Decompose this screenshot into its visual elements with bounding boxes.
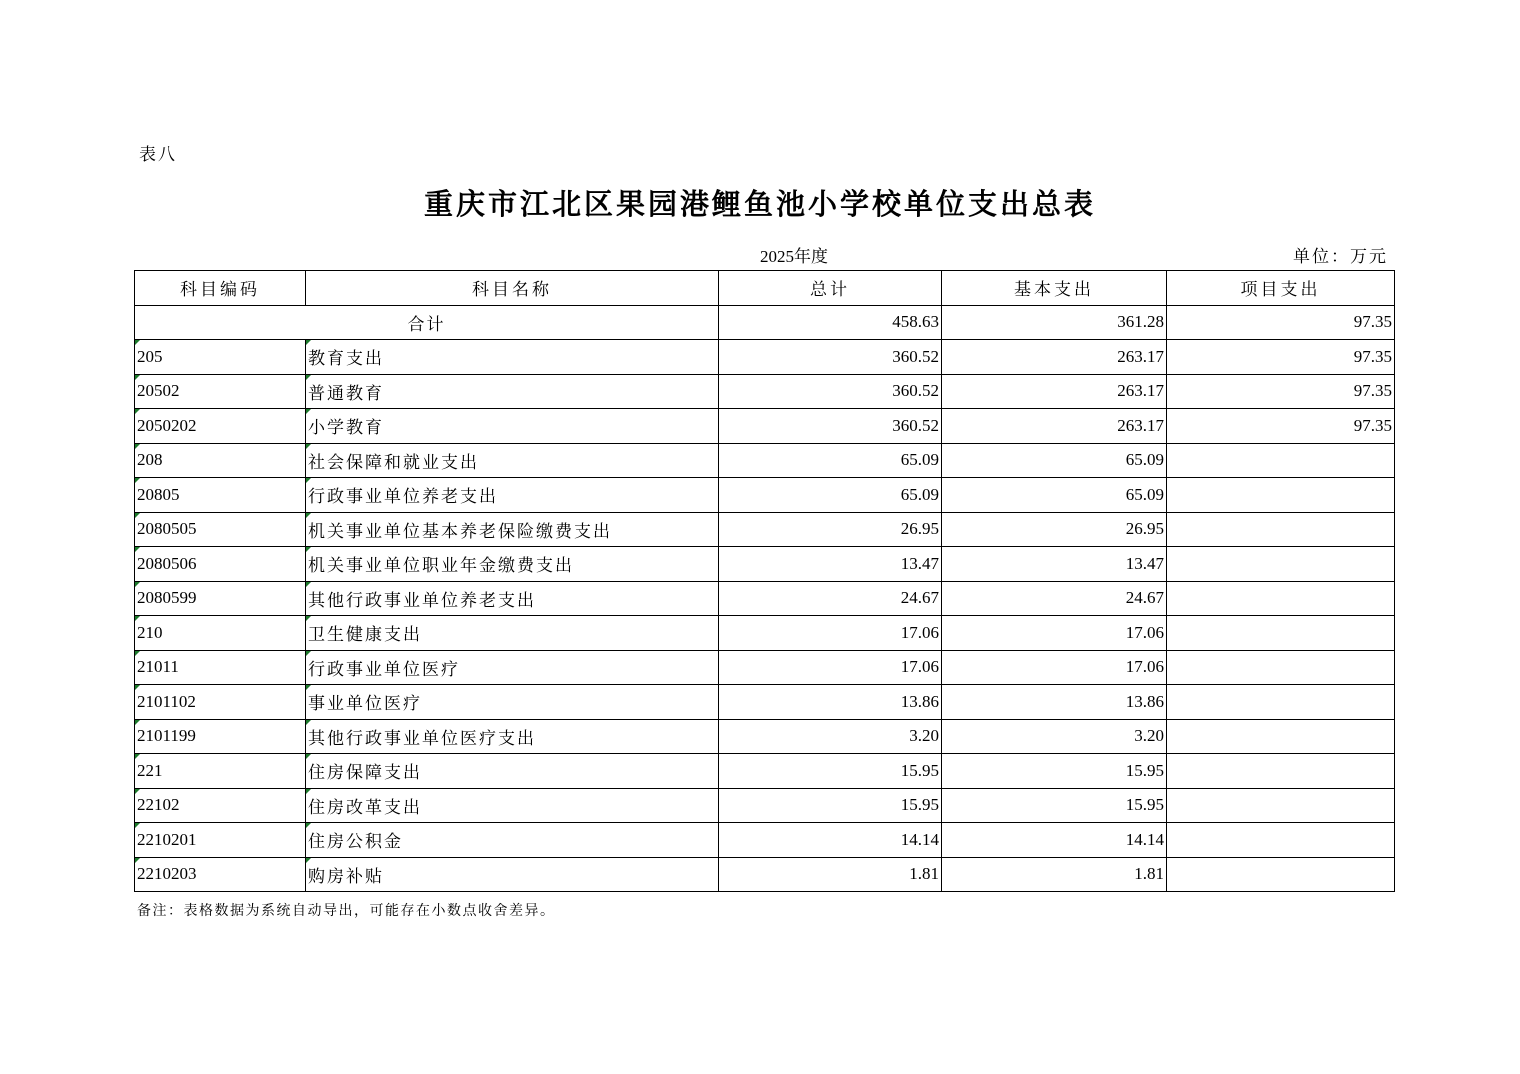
row-name-text: 普通教育 [308, 383, 384, 403]
row-name [306, 754, 719, 789]
row-total [719, 374, 942, 409]
cell-marker [306, 651, 311, 656]
row-name-text: 机关事业单位基本养老保险缴费支出 [308, 521, 612, 541]
row-name [306, 685, 719, 720]
row-total-text: 13.86 [900, 691, 939, 711]
row-code-text: 2080505 [137, 519, 197, 539]
row-basic [942, 754, 1167, 789]
row-basic-text: 15.95 [1125, 760, 1164, 780]
row-total-text: 360.52 [892, 415, 939, 435]
table-row [135, 547, 1395, 582]
cell-marker [306, 616, 311, 621]
row-project [1167, 719, 1395, 754]
row-code [135, 340, 306, 375]
row-project [1167, 788, 1395, 823]
cell-marker [306, 685, 311, 690]
cell-marker [135, 409, 140, 414]
header-name: 科目名称 [306, 271, 719, 306]
cell-marker [306, 478, 311, 483]
row-name [306, 788, 719, 823]
row-name [306, 857, 719, 892]
row-total-text: 13.47 [900, 553, 939, 573]
total-basic: 361.28 [942, 305, 1167, 340]
row-code-text: 2101199 [137, 726, 196, 746]
row-name [306, 616, 719, 651]
row-basic [942, 547, 1167, 582]
row-name [306, 374, 719, 409]
row-name-text: 行政事业单位养老支出 [308, 487, 498, 507]
total-label: 合计 [135, 305, 719, 340]
cell-marker [306, 547, 311, 552]
row-code [135, 478, 306, 513]
table-row [135, 823, 1395, 858]
row-code [135, 581, 306, 616]
row-code-text: 2210203 [137, 864, 197, 884]
row-name-text: 卫生健康支出 [308, 625, 422, 645]
cell-marker [135, 513, 140, 518]
row-total [719, 547, 942, 582]
cell-marker [135, 651, 140, 656]
row-total [719, 719, 942, 754]
row-name-text: 事业单位医疗 [308, 694, 422, 714]
row-basic-text: 15.95 [1125, 795, 1164, 815]
row-code-text: 2101102 [137, 691, 196, 711]
row-project [1167, 685, 1395, 720]
cell-marker [135, 582, 140, 587]
total-total: 458.63 [719, 305, 942, 340]
cell-marker [135, 478, 140, 483]
row-project [1167, 547, 1395, 582]
row-name [306, 512, 719, 547]
row-code-text: 221 [137, 760, 163, 780]
row-code [135, 512, 306, 547]
row-name [306, 581, 719, 616]
row-name-text: 住房保障支出 [308, 763, 422, 783]
cell-marker [135, 858, 140, 863]
row-total [719, 409, 942, 444]
row-total [719, 616, 942, 651]
row-total-text: 17.06 [900, 622, 939, 642]
row-code-text: 2050202 [137, 415, 197, 435]
table-row [135, 340, 1395, 375]
cell-marker [306, 409, 311, 414]
row-total [719, 685, 942, 720]
row-code [135, 857, 306, 892]
row-project [1167, 340, 1395, 375]
table-row [135, 719, 1395, 754]
row-code [135, 616, 306, 651]
table-row [135, 512, 1395, 547]
cell-marker [306, 858, 311, 863]
header-basic: 基本支出 [942, 271, 1167, 306]
table-row [135, 754, 1395, 789]
row-basic [942, 478, 1167, 513]
cell-marker [306, 375, 311, 380]
row-code [135, 374, 306, 409]
row-name [306, 650, 719, 685]
table-row [135, 409, 1395, 444]
cell-marker [135, 685, 140, 690]
table-row [135, 650, 1395, 685]
row-basic [942, 719, 1167, 754]
row-basic-text: 17.06 [1125, 622, 1164, 642]
row-total [719, 512, 942, 547]
row-project [1167, 581, 1395, 616]
row-code [135, 409, 306, 444]
row-name-text: 教育支出 [308, 349, 384, 369]
row-code-text: 208 [137, 450, 163, 470]
row-total [719, 340, 942, 375]
row-code [135, 650, 306, 685]
row-name [306, 823, 719, 858]
row-basic-text: 13.86 [1125, 691, 1164, 711]
table-row [135, 581, 1395, 616]
row-project [1167, 823, 1395, 858]
row-name-text: 住房公积金 [308, 832, 403, 852]
cell-marker [306, 513, 311, 518]
row-total-text: 65.09 [900, 484, 939, 504]
row-basic-text: 65.09 [1125, 484, 1164, 504]
row-code [135, 443, 306, 478]
row-code [135, 547, 306, 582]
row-basic [942, 823, 1167, 858]
fiscal-year: 2025年度 [760, 247, 828, 266]
row-basic [942, 409, 1167, 444]
row-basic [942, 581, 1167, 616]
table-row [135, 478, 1395, 513]
row-basic-text: 65.09 [1125, 450, 1164, 470]
row-total-text: 17.06 [900, 657, 939, 677]
row-code-text: 20805 [137, 484, 180, 504]
cell-marker [135, 444, 140, 449]
cell-marker [306, 754, 311, 759]
row-name-text: 小学教育 [308, 418, 384, 438]
row-basic [942, 616, 1167, 651]
row-code [135, 788, 306, 823]
row-total-text: 15.95 [900, 760, 939, 780]
row-total-text: 3.20 [909, 726, 939, 746]
cell-marker [306, 823, 311, 828]
row-total [719, 788, 942, 823]
cell-marker [306, 340, 311, 345]
row-name [306, 719, 719, 754]
total-row [135, 305, 1395, 340]
row-basic [942, 512, 1167, 547]
row-name-text: 住房改革支出 [308, 797, 422, 817]
row-code-text: 2210201 [137, 829, 197, 849]
row-name [306, 478, 719, 513]
row-name-text: 社会保障和就业支出 [308, 452, 479, 472]
table-row [135, 685, 1395, 720]
row-total-text: 1.81 [909, 864, 939, 884]
footnote: 备注：表格数据为系统自动导出，可能存在小数点收舍差异。 [137, 903, 556, 919]
cell-marker [306, 582, 311, 587]
row-total-text: 15.95 [900, 795, 939, 815]
table-label: 表八 [139, 145, 177, 165]
row-total-text: 24.67 [900, 588, 939, 608]
row-name-text: 机关事业单位职业年金缴费支出 [308, 556, 574, 576]
row-total [719, 754, 942, 789]
row-code [135, 685, 306, 720]
page-title: 重庆市江北区果园港鲤鱼池小学校单位支出总表 [423, 187, 1096, 221]
row-basic-text: 24.67 [1125, 588, 1164, 608]
row-basic-text: 1.81 [1134, 864, 1164, 884]
table-row [135, 857, 1395, 892]
table-row [135, 443, 1395, 478]
row-total-text: 360.52 [892, 346, 939, 366]
row-project [1167, 478, 1395, 513]
row-basic [942, 650, 1167, 685]
row-project-text: 97.35 [1353, 415, 1392, 435]
header-total: 总计 [719, 271, 942, 306]
row-basic [942, 788, 1167, 823]
table-row [135, 374, 1395, 409]
cell-marker [306, 444, 311, 449]
row-total [719, 478, 942, 513]
row-basic-text: 263.17 [1117, 346, 1164, 366]
cell-marker [135, 789, 140, 794]
row-code-text: 205 [137, 346, 163, 366]
row-basic [942, 374, 1167, 409]
row-total [719, 857, 942, 892]
cell-marker [135, 340, 140, 345]
row-basic [942, 443, 1167, 478]
table-row [135, 788, 1395, 823]
header-code: 科目编码 [135, 271, 306, 306]
row-basic [942, 685, 1167, 720]
row-name [306, 340, 719, 375]
row-project-text: 97.35 [1353, 346, 1392, 366]
expenditure-table [134, 270, 1395, 892]
row-project [1167, 443, 1395, 478]
row-code-text: 210 [137, 622, 163, 642]
cell-marker [306, 720, 311, 725]
cell-marker [135, 720, 140, 725]
row-code [135, 823, 306, 858]
row-project [1167, 650, 1395, 685]
row-project [1167, 616, 1395, 651]
row-code-text: 21011 [137, 657, 179, 677]
row-name-text: 其他行政事业单位医疗支出 [308, 728, 536, 748]
row-basic-text: 17.06 [1125, 657, 1164, 677]
row-code-text: 2080506 [137, 553, 197, 573]
table-row [135, 616, 1395, 651]
total-project: 97.35 [1167, 305, 1395, 340]
row-project [1167, 857, 1395, 892]
row-basic [942, 857, 1167, 892]
unit-label: 单位：万元 [1293, 247, 1388, 267]
row-project-text: 97.35 [1353, 381, 1392, 401]
row-basic-text: 263.17 [1117, 415, 1164, 435]
row-total-text: 14.14 [900, 829, 939, 849]
row-project [1167, 512, 1395, 547]
row-project [1167, 754, 1395, 789]
cell-marker [306, 789, 311, 794]
row-total [719, 650, 942, 685]
row-project [1167, 374, 1395, 409]
row-name-text: 行政事业单位医疗 [308, 659, 460, 679]
header-project: 项目支出 [1167, 271, 1395, 306]
row-total-text: 65.09 [900, 450, 939, 470]
row-name [306, 547, 719, 582]
cell-marker [135, 823, 140, 828]
row-code-text: 2080599 [137, 588, 197, 608]
cell-marker [135, 754, 140, 759]
cell-marker [135, 375, 140, 380]
row-code [135, 754, 306, 789]
row-name [306, 443, 719, 478]
row-project [1167, 409, 1395, 444]
row-total-text: 360.52 [892, 381, 939, 401]
row-total [719, 823, 942, 858]
cell-marker [135, 547, 140, 552]
row-name [306, 409, 719, 444]
row-basic [942, 340, 1167, 375]
row-basic-text: 26.95 [1125, 519, 1164, 539]
row-total [719, 581, 942, 616]
row-basic-text: 3.20 [1134, 726, 1164, 746]
row-code-text: 22102 [137, 795, 180, 815]
row-name-text: 其他行政事业单位养老支出 [308, 590, 536, 610]
row-basic-text: 263.17 [1117, 381, 1164, 401]
row-total-text: 26.95 [900, 519, 939, 539]
row-code-text: 20502 [137, 381, 180, 401]
row-code [135, 719, 306, 754]
row-basic-text: 13.47 [1125, 553, 1164, 573]
row-name-text: 购房补贴 [308, 866, 384, 886]
row-total [719, 443, 942, 478]
header-row [135, 271, 1395, 306]
row-basic-text: 14.14 [1125, 829, 1164, 849]
cell-marker [135, 616, 140, 621]
